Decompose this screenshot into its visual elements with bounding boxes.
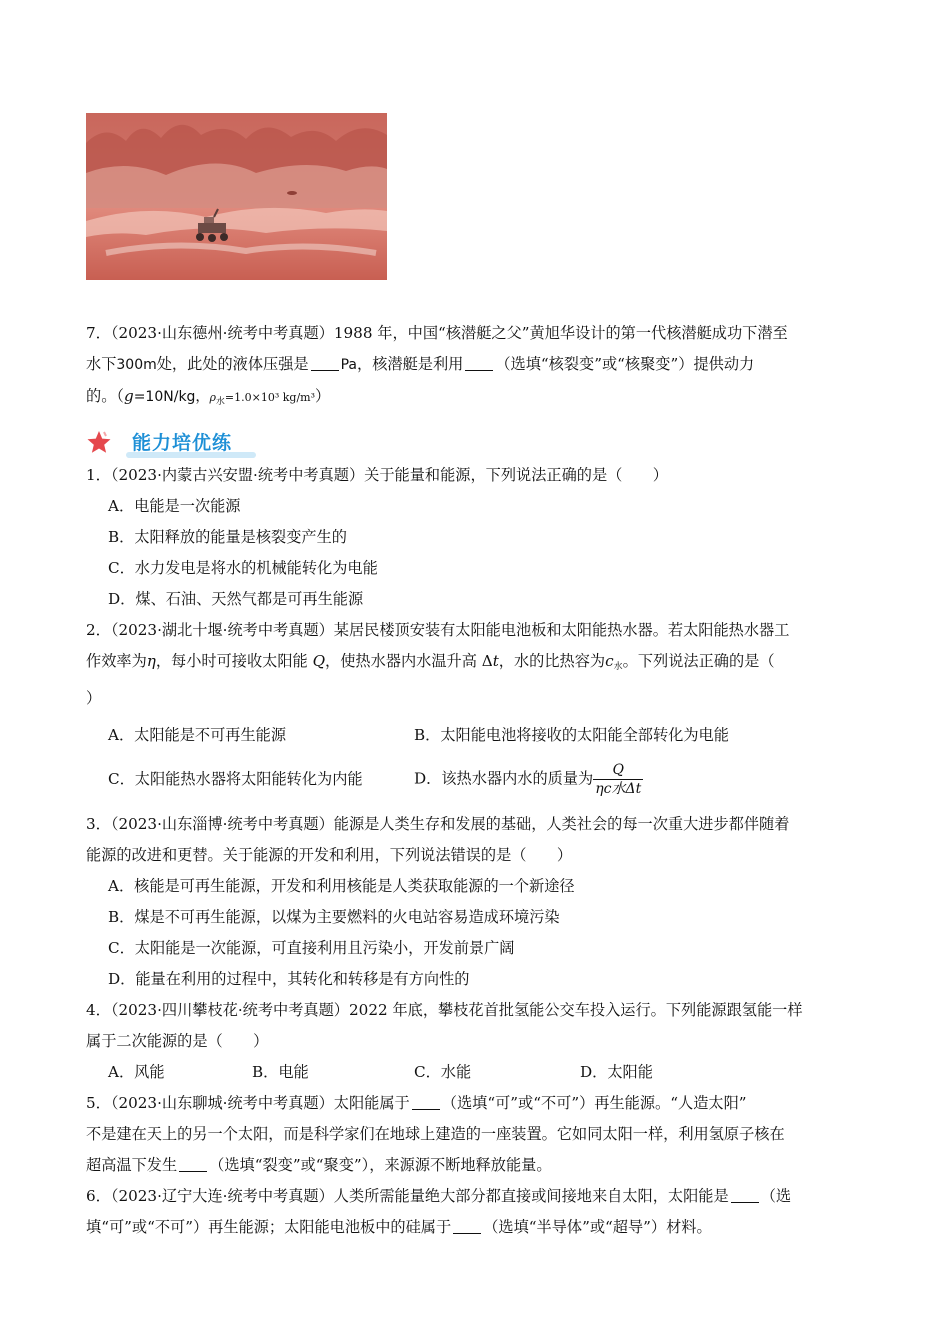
question-1-option-d[interactable]: D．煤、石油、天然气都是可再生能源 <box>108 590 364 608</box>
question-4-option-d[interactable]: D．太阳能 <box>580 1063 653 1081</box>
question-2-options-row-2 <box>108 757 876 801</box>
question-3-option-b[interactable]: B．煤是不可再生能源，以煤为主要燃料的火电站容易造成环境污染 <box>108 908 560 926</box>
answer-blank-renewable[interactable] <box>412 1094 440 1110</box>
star-icon <box>86 430 112 454</box>
question-7: 7．（2023·山东德州·统考中考真题）1988 年，中国“核潜艇之父”黄旭华设计的第一代核潜艇成功下潜至 水下300m处，此处的液体压强是 Pa，核潜艇是利用 （选填“核裂变”或“核聚变”）提供动力 的。（g=10N/kg，$\rho_水=1.0\times 10^3$ kg/m³） <box>86 324 788 407</box>
question-3-option-a[interactable]: A．核能是可再生能源，开发和利用核能是人类获取能源的一个新途径 <box>108 877 575 895</box>
question-4-option-c[interactable]: C．水能 <box>414 1063 472 1081</box>
question-2-option-d[interactable]: D．该热水器内水的质量为 $\frac{Q}{\text{ηc水Δt}}$ <box>414 761 642 797</box>
answer-blank-semiconductor[interactable] <box>453 1218 481 1234</box>
question-1-option-b[interactable]: B．太阳释放的能量是核裂变产生的 <box>108 528 347 546</box>
question-2-option-c[interactable]: C．太阳能热水器将太阳能转化为内能 <box>108 769 363 788</box>
answer-blank-fission[interactable] <box>465 355 493 371</box>
question-content <box>86 318 876 1243</box>
depth-value: 300m <box>116 357 157 373</box>
question-3: 3．（2023·山东淄博·统考中考真题）能源是人类生存和发展的基础，人类社会的每一次重大进步都伴随着 能源的改进和更替。关于能源的开发和利用，下列说法错误的是（ ） <box>86 815 790 864</box>
question-5: 5．（2023·山东聊城·统考中考真题）太阳能属于 （选填“可”或“不可”）再生能源。“人造太阳” 不是建在天上的另一个太阳，而是科学家们在地球上建造的一座装置。它如同太阳一样，利用氢原子核在 超高温下发生 （选填“裂变”或“聚变”），来源源不断地释放能量。 <box>86 1094 785 1174</box>
question-4-option-a[interactable]: A．风能 <box>108 1063 165 1081</box>
question-2-options-row-1 <box>108 720 876 751</box>
question-4-options <box>108 1057 876 1088</box>
mars-rover-photo <box>86 113 387 280</box>
question-4-option-b[interactable]: B．电能 <box>252 1063 309 1081</box>
question-2: 2．（2023·湖北十堰·统考中考真题）某居民楼顶安装有太阳能电池板和太阳能热水器。若太阳能热水器工 作效率为η，每小时可接收太阳能 Q，使热水器内水温升高 Δt，水的比热容为$c_水$。下列说法正确的是（ ） <box>86 621 790 707</box>
answer-blank-fusion[interactable] <box>179 1156 207 1172</box>
question-6: 6．（2023·辽宁大连·统考中考真题）人类所需能量绝大部分都直接或间接地来自太阳，太阳能是 （选 填“可”或“不可”）再生能源；太阳能电池板中的硅属于 （选填“半导体”或“超导”）材料。 <box>86 1187 792 1236</box>
question-1: 1．（2023·内蒙古兴安盟·统考中考真题）关于能量和能源，下列说法正确的是（ ） <box>86 466 668 484</box>
section-title: 能力培优练 <box>132 432 233 454</box>
question-2-option-a[interactable]: A．太阳能是不可再生能源 <box>108 726 287 744</box>
answer-blank-pressure[interactable] <box>311 355 339 371</box>
question-1-option-a[interactable]: A．电能是一次能源 <box>108 497 241 515</box>
question-4: 4．（2023·四川攀枝花·统考中考真题）2022 年底，攀枝花首批氢能公交车投入运行。下列能源跟氢能一样 属于二次能源的是（ ） <box>86 1001 803 1050</box>
mass-fraction: $\frac{Q}{\text{ηc水Δt}}$ <box>595 761 642 797</box>
question-1-option-c[interactable]: C．水力发电是将水的机械能转化为电能 <box>108 559 378 577</box>
question-3-option-c[interactable]: C．太阳能是一次能源，可直接利用且污染小，开发前景广阔 <box>108 939 515 957</box>
question-2-option-b[interactable]: B．太阳能电池将接收的太阳能全部转化为电能 <box>414 726 729 744</box>
mars-rover-image <box>86 113 387 280</box>
question-3-option-d[interactable]: D．能量在利用的过程中，其转化和转移是有方向性的 <box>108 970 470 988</box>
section-header <box>86 426 876 460</box>
answer-blank-solar-renewable[interactable] <box>731 1187 759 1203</box>
